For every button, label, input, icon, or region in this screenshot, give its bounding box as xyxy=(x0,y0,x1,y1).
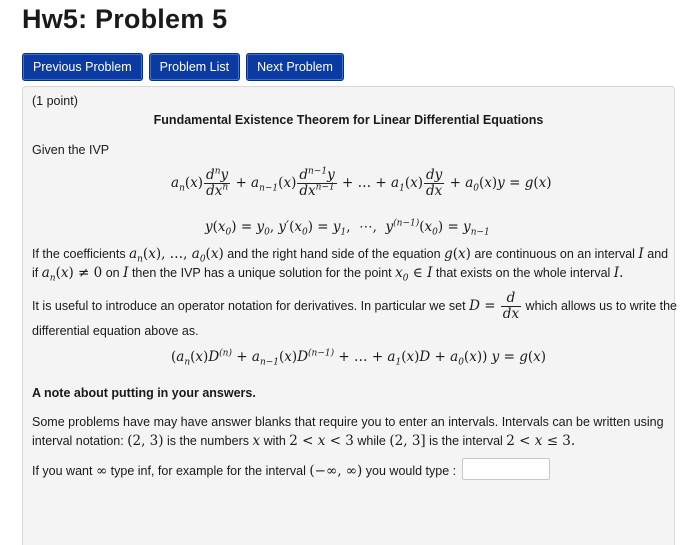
problem-heading: Fundamental Existence Theorem for Linear Differential Equations xyxy=(153,113,544,127)
operator-equation: ($a_n(x)D^{(n)} + a_{n-1}(x)D^{(n-1)}$ + … + $a_1(x)D + a_0(x)$) y = g(x) xyxy=(171,348,547,368)
problem-navigation xyxy=(22,53,344,81)
ode-equation: $a_n(x)$ $\frac{d^ny}{dx^n}$ + $a_{n-1}(x)$ $\frac{d^{n-1}y}{dx^{n-1}}$ + … + $a_1(x)$ $\frac{dy}{dx}$ + $a_0(x)y = g(x)$ xyxy=(171,166,552,199)
previous-problem-button[interactable]: Previous Problem xyxy=(22,53,143,81)
infinity-paragraph: If you want ∞ type inf, for example for the interval (−∞, ∞) you would type : xyxy=(32,463,457,479)
given-label: Given the IVP xyxy=(32,143,110,157)
problem-list-button[interactable]: Problem List xyxy=(149,53,240,81)
page-title: Hw5: Problem 5 xyxy=(22,4,228,34)
points-label: (1 point) xyxy=(32,94,78,108)
theorem-paragraph: If the coefficients $a_n(x)$, …, $a_0(x)$ and the right hand side of the equation g(x) are continuous on an interval I and if $a_n(x) \ne 0$ on I then the IVP has a unique solution for the point $x_0$ ∈ I that exists on the whole interval I. xyxy=(32,246,669,284)
answer-input[interactable] xyxy=(462,458,550,480)
interval-paragraph: Some problems have may have answer blanks that require you to enter an intervals. Intervals can be written using interval notation: (2, 3) is the numbers x with 2 < x < 3 while (2, 3] is the interval 2 < x ≤ 3. xyxy=(32,415,664,449)
next-problem-button[interactable]: Next Problem xyxy=(246,53,344,81)
operator-paragraph: It is useful to introduce an operator notation for derivatives. In particular we set D = $\frac{d}{dx}$ which allows us to write the differential equation above as. xyxy=(32,290,677,338)
problem-panel xyxy=(22,86,675,545)
note-heading: A note about putting in your answers. xyxy=(32,386,256,400)
initial-conditions: $y(x_0) = y_0$, $y'(x_0) = y_1$, ⋯, $y^{(n-1)}(x_0) = y_{n-1}$ xyxy=(205,218,490,238)
